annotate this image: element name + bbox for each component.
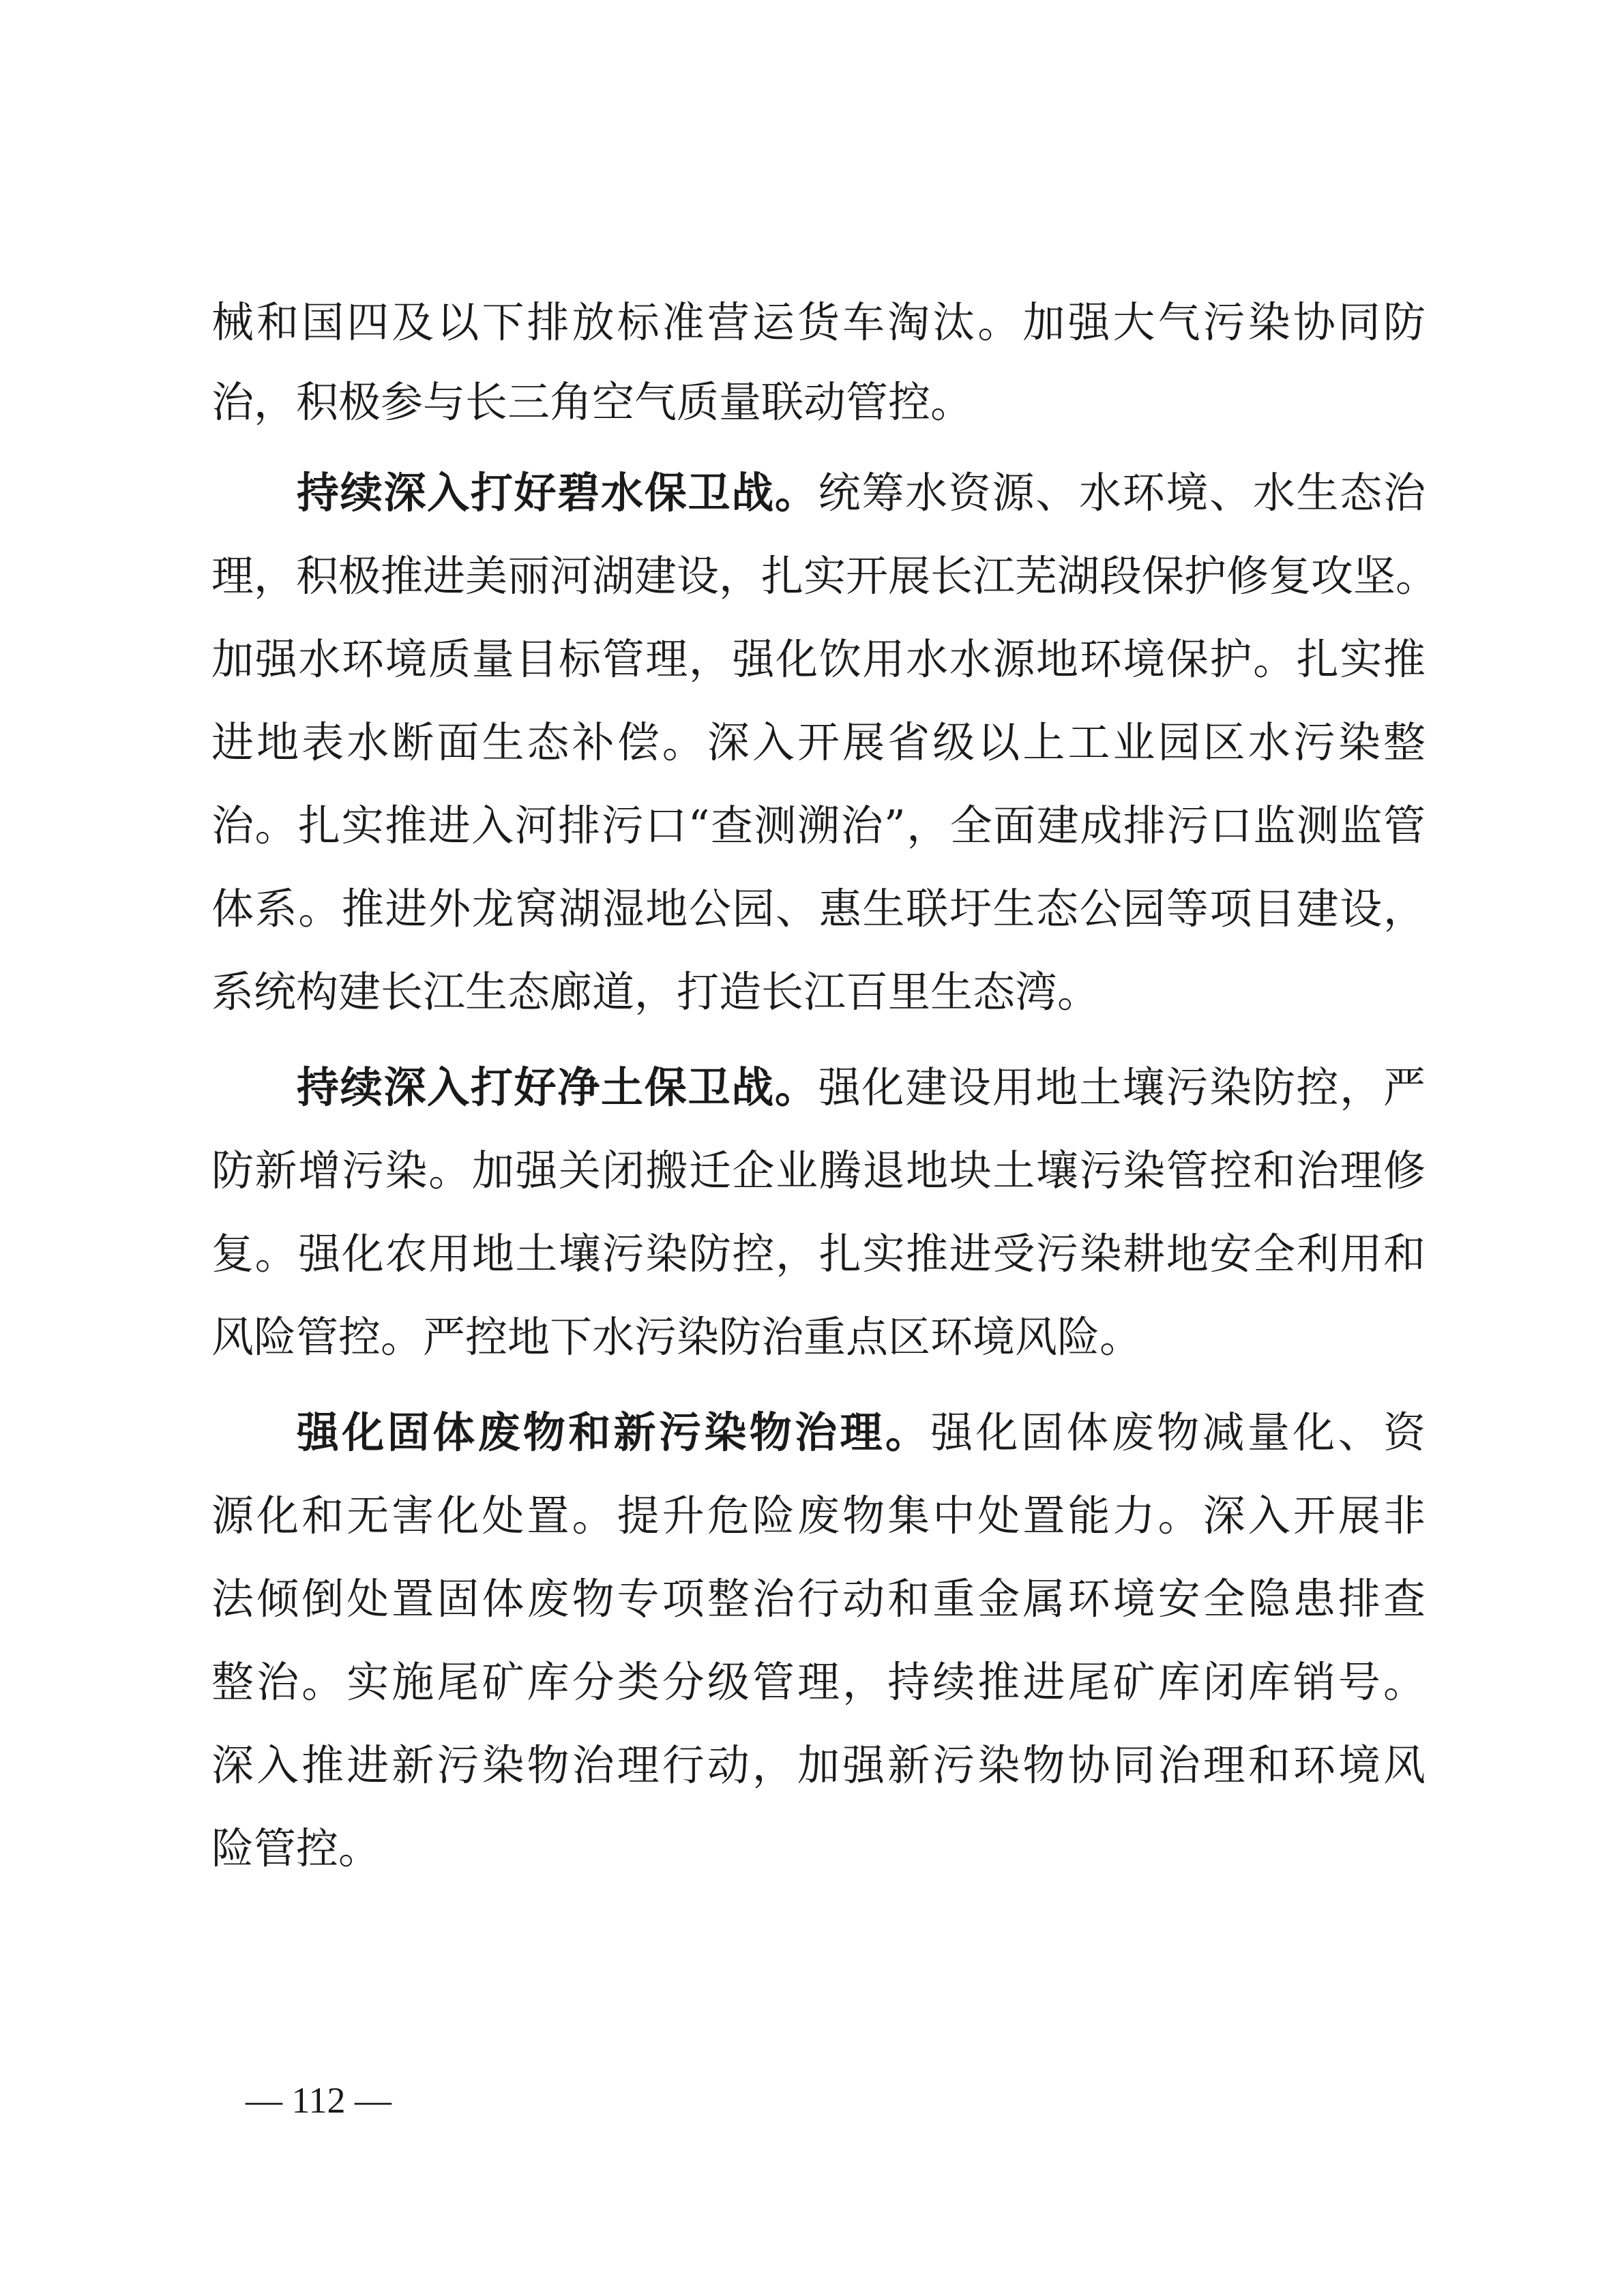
- body-text-line: 加强水环境质量目标管理，强化饮用水水源地环境保护。扎实推: [211, 634, 1426, 684]
- body-text-line: 复。强化农用地土壤污染防控，扎实推进受污染耕地安全利用和: [211, 1229, 1426, 1279]
- paragraph-first-line: [297, 1050, 1426, 1125]
- body-text-line: 源化和无害化处置。提升危险废物集中处置能力。深入开展非: [211, 1491, 1426, 1540]
- paragraph-heading: 强化固体废物和新污染物治理。: [297, 1407, 931, 1457]
- body-text-line: 防新增污染。加强关闭搬迁企业腾退地块土壤污染管控和治理修: [211, 1146, 1426, 1195]
- body-text-line: 进地表水断面生态补偿。深入开展省级以上工业园区水污染整: [211, 717, 1426, 767]
- body-text-line: 险管控。: [211, 1823, 381, 1873]
- body-text-line: 械和国四及以下排放标准营运货车淘汰。加强大气污染协同防: [211, 297, 1426, 347]
- body-text-line: 整治。实施尾矿库分类分级管理，持续推进尾矿库闭库销号。: [211, 1657, 1426, 1707]
- paragraph-first-line: [297, 456, 1426, 531]
- page-number: — 112 —: [246, 2080, 392, 2121]
- body-text: 统筹水资源、水环境、水生态治: [818, 468, 1426, 518]
- body-text-line: 体系。推进外龙窝湖湿地公园、惠生联圩生态公园等项目建设，: [211, 884, 1426, 934]
- paragraph-heading: 持续深入打好净土保卫战。: [297, 1062, 818, 1112]
- paragraph-heading: 持续深入打好碧水保卫战。: [297, 468, 818, 518]
- body-text-line: 理，积极推进美丽河湖建设，扎实开展长江芜湖段保护修复攻坚。: [211, 551, 1438, 601]
- body-text-line: 系统构建长江生态廊道，打造长江百里生态湾。: [211, 967, 1100, 1017]
- body-text-line: 治，积极参与长三角空气质量联动管控。: [211, 377, 973, 427]
- paragraph-first-line: [297, 1395, 1426, 1470]
- body-text-line: 治。扎实推进入河排污口“查测溯治”，全面建成排污口监测监管: [211, 801, 1426, 850]
- body-text: 强化固体废物减量化、资: [930, 1407, 1426, 1457]
- body-text-line: 深入推进新污染物治理行动，加强新污染物协同治理和环境风: [211, 1740, 1426, 1790]
- body-text-line: 风险管控。严控地下水污染防治重点区环境风险。: [211, 1312, 1142, 1362]
- body-text: 强化建设用地土壤污染防控，严: [818, 1062, 1426, 1112]
- body-text-line: 法倾倒处置固体废物专项整治行动和重金属环境安全隐患排查: [211, 1574, 1426, 1624]
